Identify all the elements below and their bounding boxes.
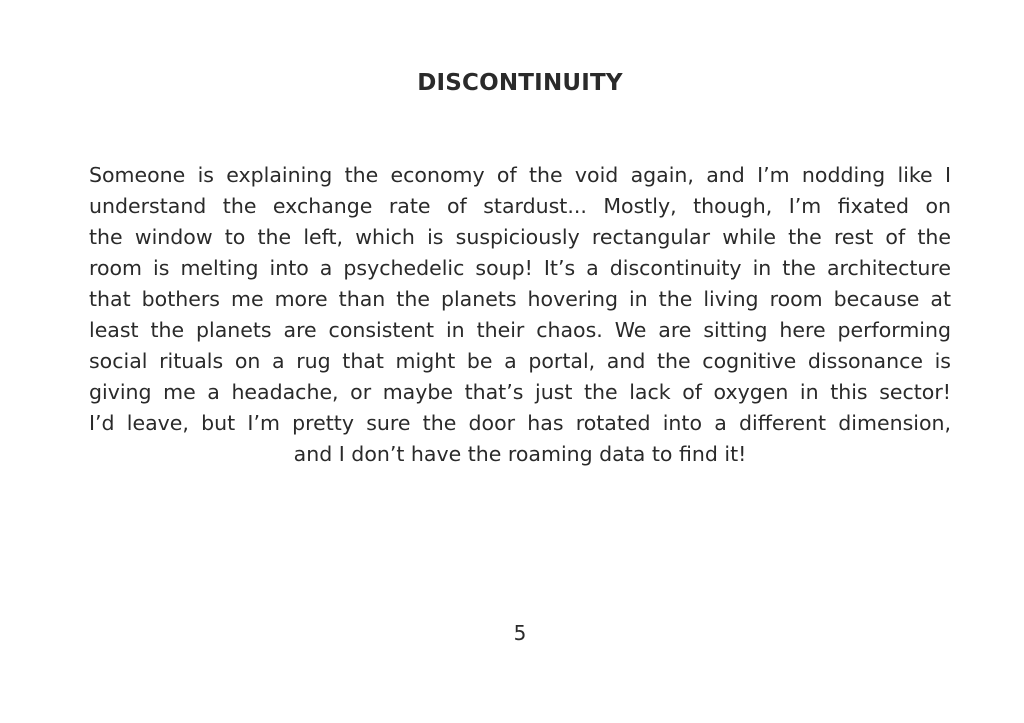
paragraph-line: that bothers me more than the planets hovering in the living room because at: [89, 287, 951, 311]
paragraph-line: social rituals on a rug that might be a portal, and the cognitive dissonance is: [89, 349, 951, 373]
paragraph-line: understand the exchange rate of stardust... Mostly, though, I’m fixated on: [89, 194, 951, 218]
paragraph-line: giving me a headache, or maybe that’s just the lack of oxygen in this sector!: [89, 380, 951, 404]
paragraph-line: Someone is explaining the economy of the void again, and I’m nodding like I: [89, 163, 951, 187]
body-paragraph: [89, 160, 951, 470]
paragraph-line: and I don’t have the roaming data to find it!: [293, 442, 747, 466]
page-title: DISCONTINUITY: [417, 70, 623, 96]
paragraph-line: least the planets are consistent in their chaos. We are sitting here performing: [89, 318, 951, 342]
paragraph-line: room is melting into a psychedelic soup! It’s a discontinuity in the architecture: [89, 256, 951, 280]
paragraph-line: the window to the left, which is suspiciously rectangular while the rest of the: [89, 225, 951, 249]
paragraph-line: I’d leave, but I’m pretty sure the door has rotated into a different dimension,: [89, 411, 951, 435]
page-number: 5: [513, 621, 527, 645]
